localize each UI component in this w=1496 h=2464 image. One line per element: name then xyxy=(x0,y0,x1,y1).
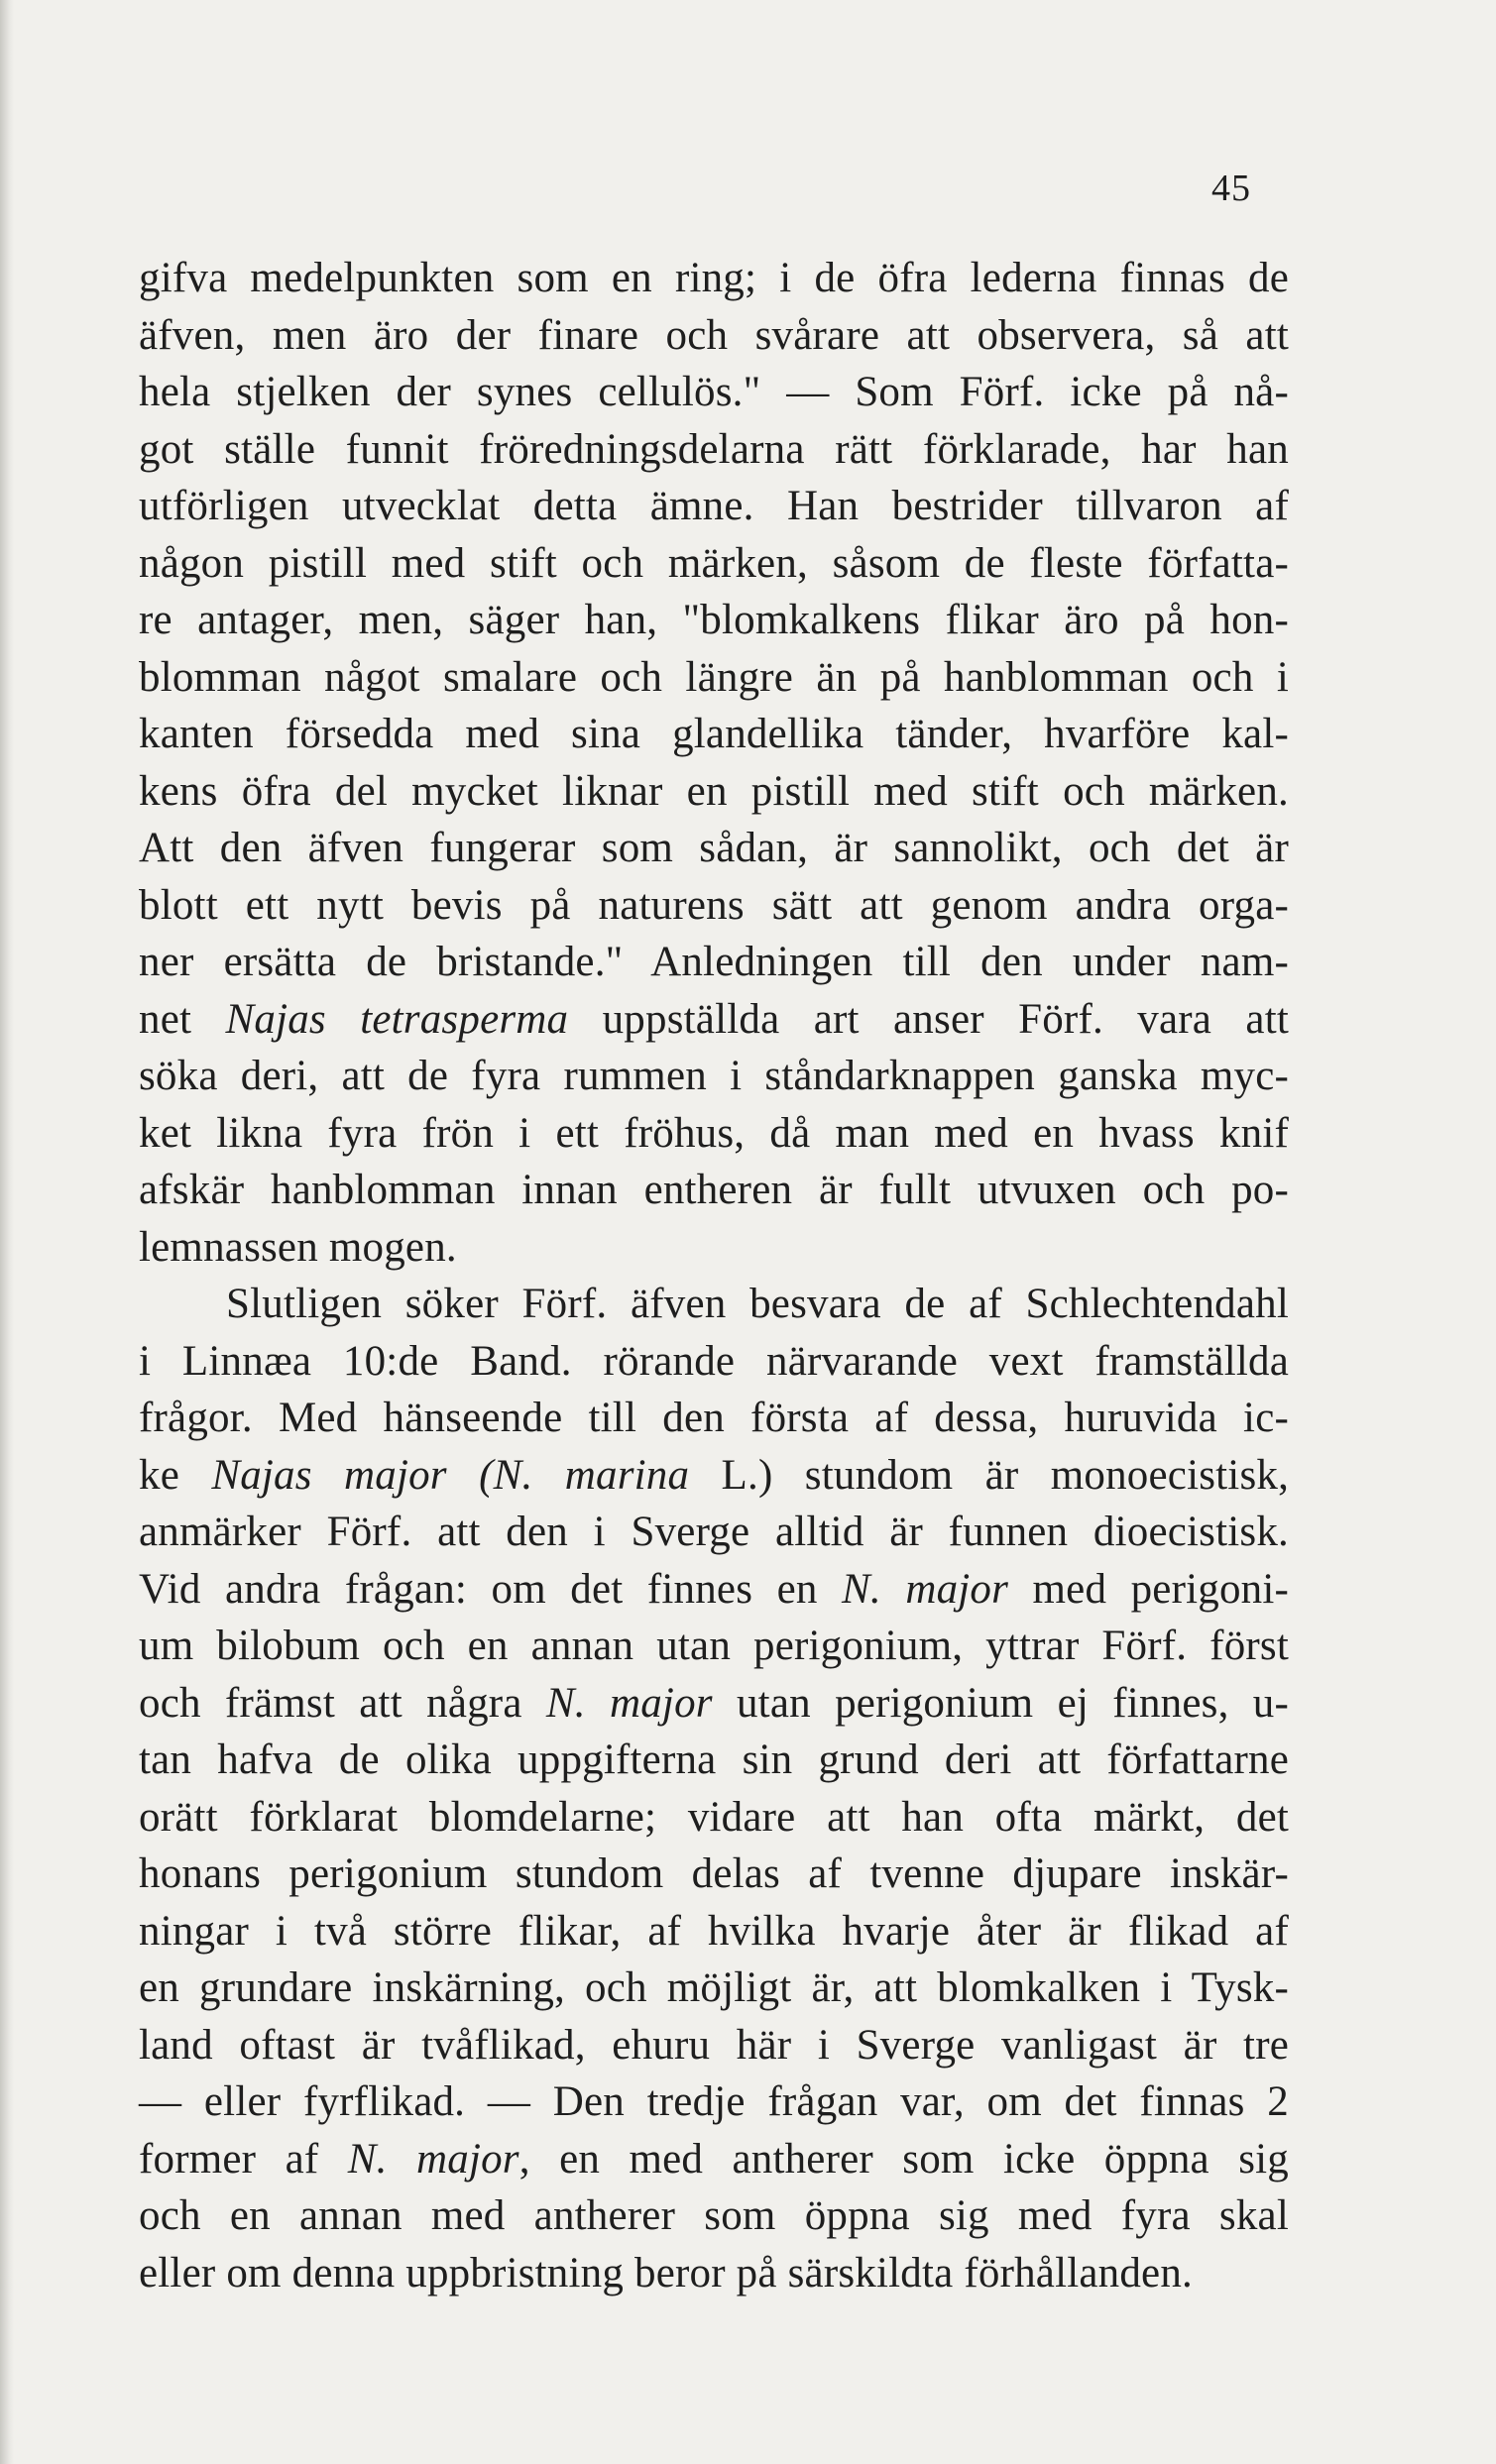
page-number: 45 xyxy=(1211,168,1251,209)
text-line: ket likna fyra frön i ett fröhus, då man med en hvass knif xyxy=(139,1109,1289,1157)
text-line: blomman något smalare och längre än på hanblomman och i xyxy=(139,653,1289,701)
text-line: land oftast är tvåflikad, ehuru här i Sverge vanligast är tre xyxy=(139,2021,1289,2069)
species-name-italic: Najas major xyxy=(211,1451,447,1499)
text-fragment: Vid andra frågan: om det finnes en xyxy=(139,1565,818,1613)
page-edge-shadow xyxy=(0,0,14,2464)
text-line: — eller fyrflikad. — Den tredje frågan var, om det finnas 2 xyxy=(139,2078,1289,2125)
text-line: ningar i två större flikar, af hvilka hvarje åter är flikad af xyxy=(139,1907,1289,1955)
body-text xyxy=(139,250,1289,2301)
text-line: en grundare inskärning, och möjligt är, att blomkalken i Tysk- xyxy=(139,1964,1289,2011)
text-line: hela stjelken der synes cellulös." — Som Förf. icke på nå- xyxy=(139,369,1289,415)
text-line xyxy=(139,2131,1289,2188)
species-name-italic: marina xyxy=(564,1451,690,1499)
text-line: äfven, men äro der finare och svårare att observera, så att xyxy=(139,311,1289,359)
text-line: lemnassen mogen. xyxy=(139,1223,457,1271)
species-name-italic: Najas tetrasperma xyxy=(225,995,569,1043)
text-line: honans perigonium stundom delas af tvenne djupare inskär- xyxy=(139,1850,1289,1897)
text-fragment: uppställda art anser Förf. vara att xyxy=(602,995,1289,1043)
text-line xyxy=(139,1675,1289,1733)
text-line: någon pistill med stift och märken, såsom de fleste författa- xyxy=(139,539,1289,587)
text-line: kens öfra del mycket liknar en pistill med stift och märken. xyxy=(139,767,1289,815)
text-fragment: utan perigonium ej finnes, u- xyxy=(736,1679,1290,1727)
text-line: söka deri, att de fyra rummen i ståndarknappen ganska myc- xyxy=(139,1053,1289,1099)
species-name-italic: N. major xyxy=(842,1565,1009,1613)
text-line: Att den äfven fungerar som sådan, är sannolikt, och det är xyxy=(139,825,1289,871)
species-name-italic: N. major xyxy=(545,1679,713,1727)
text-fragment: L.) xyxy=(721,1451,773,1499)
text-line: i Linnæa 10:de Band. rörande närvarande vext framställda xyxy=(139,1337,1289,1385)
text-line: ner ersätta de bristande." Anledningen till den under nam- xyxy=(139,939,1289,985)
species-name-italic: N. major xyxy=(347,2135,519,2183)
species-name-italic: (N. xyxy=(479,1451,533,1499)
text-line: anmärker Förf. att den i Sverge alltid är funnen dioecistisk. xyxy=(139,1509,1289,1555)
text-line xyxy=(139,1561,1289,1619)
text-fragment: net xyxy=(139,995,192,1043)
text-line: tan hafva de olika uppgifterna sin grund deri att författarne xyxy=(139,1736,1289,1783)
text-line: kanten försedda med sina glandellika tänder, hvarföre kal- xyxy=(139,711,1289,757)
text-line: och en annan med antherer som öppna sig med fyra skal xyxy=(139,2192,1289,2239)
text-line: gifva medelpunkten som en ring; i de öfra lederna finnas de xyxy=(139,255,1289,301)
text-line: got ställe funnit fröredningsdelarna rätt förklarade, har han xyxy=(139,425,1289,473)
text-fragment: med perigoni- xyxy=(1032,1565,1290,1613)
text-line: um bilobum och en annan utan perigonium, yttrar Förf. först xyxy=(139,1623,1289,1669)
text-line: orätt förklarat blomdelarne; vidare att han ofta märkt, det xyxy=(139,1793,1289,1841)
text-line: Slutligen söker Förf. äfven besvara de af Schlechtendahl xyxy=(226,1281,1289,1327)
text-line: re antager, men, säger han, "blomkalkens flikar äro på hon- xyxy=(139,597,1289,643)
text-line: utförligen utvecklat detta ämne. Han bestrider tillvaron af xyxy=(139,483,1289,529)
text-line: blott ett nytt bevis på naturens sätt att genom andra orga- xyxy=(139,881,1289,929)
text-fragment: stundom är monoecistisk, xyxy=(804,1451,1290,1499)
text-line xyxy=(139,1447,1289,1505)
text-fragment: och främst att några xyxy=(139,1679,522,1727)
text-line xyxy=(139,991,1289,1049)
text-fragment: former af xyxy=(139,2135,319,2183)
text-line: eller om denna uppbristning beror på särskildta förhållanden. xyxy=(139,2249,1193,2296)
text-line: frågor. Med hänseende till den första af dessa, huruvida ic- xyxy=(139,1395,1289,1441)
text-fragment: , en med antherer som icke öppna sig xyxy=(518,2135,1289,2183)
text-fragment: ke xyxy=(139,1451,179,1499)
text-line: afskär hanblomman innan entheren är fullt utvuxen och po- xyxy=(139,1167,1289,1213)
